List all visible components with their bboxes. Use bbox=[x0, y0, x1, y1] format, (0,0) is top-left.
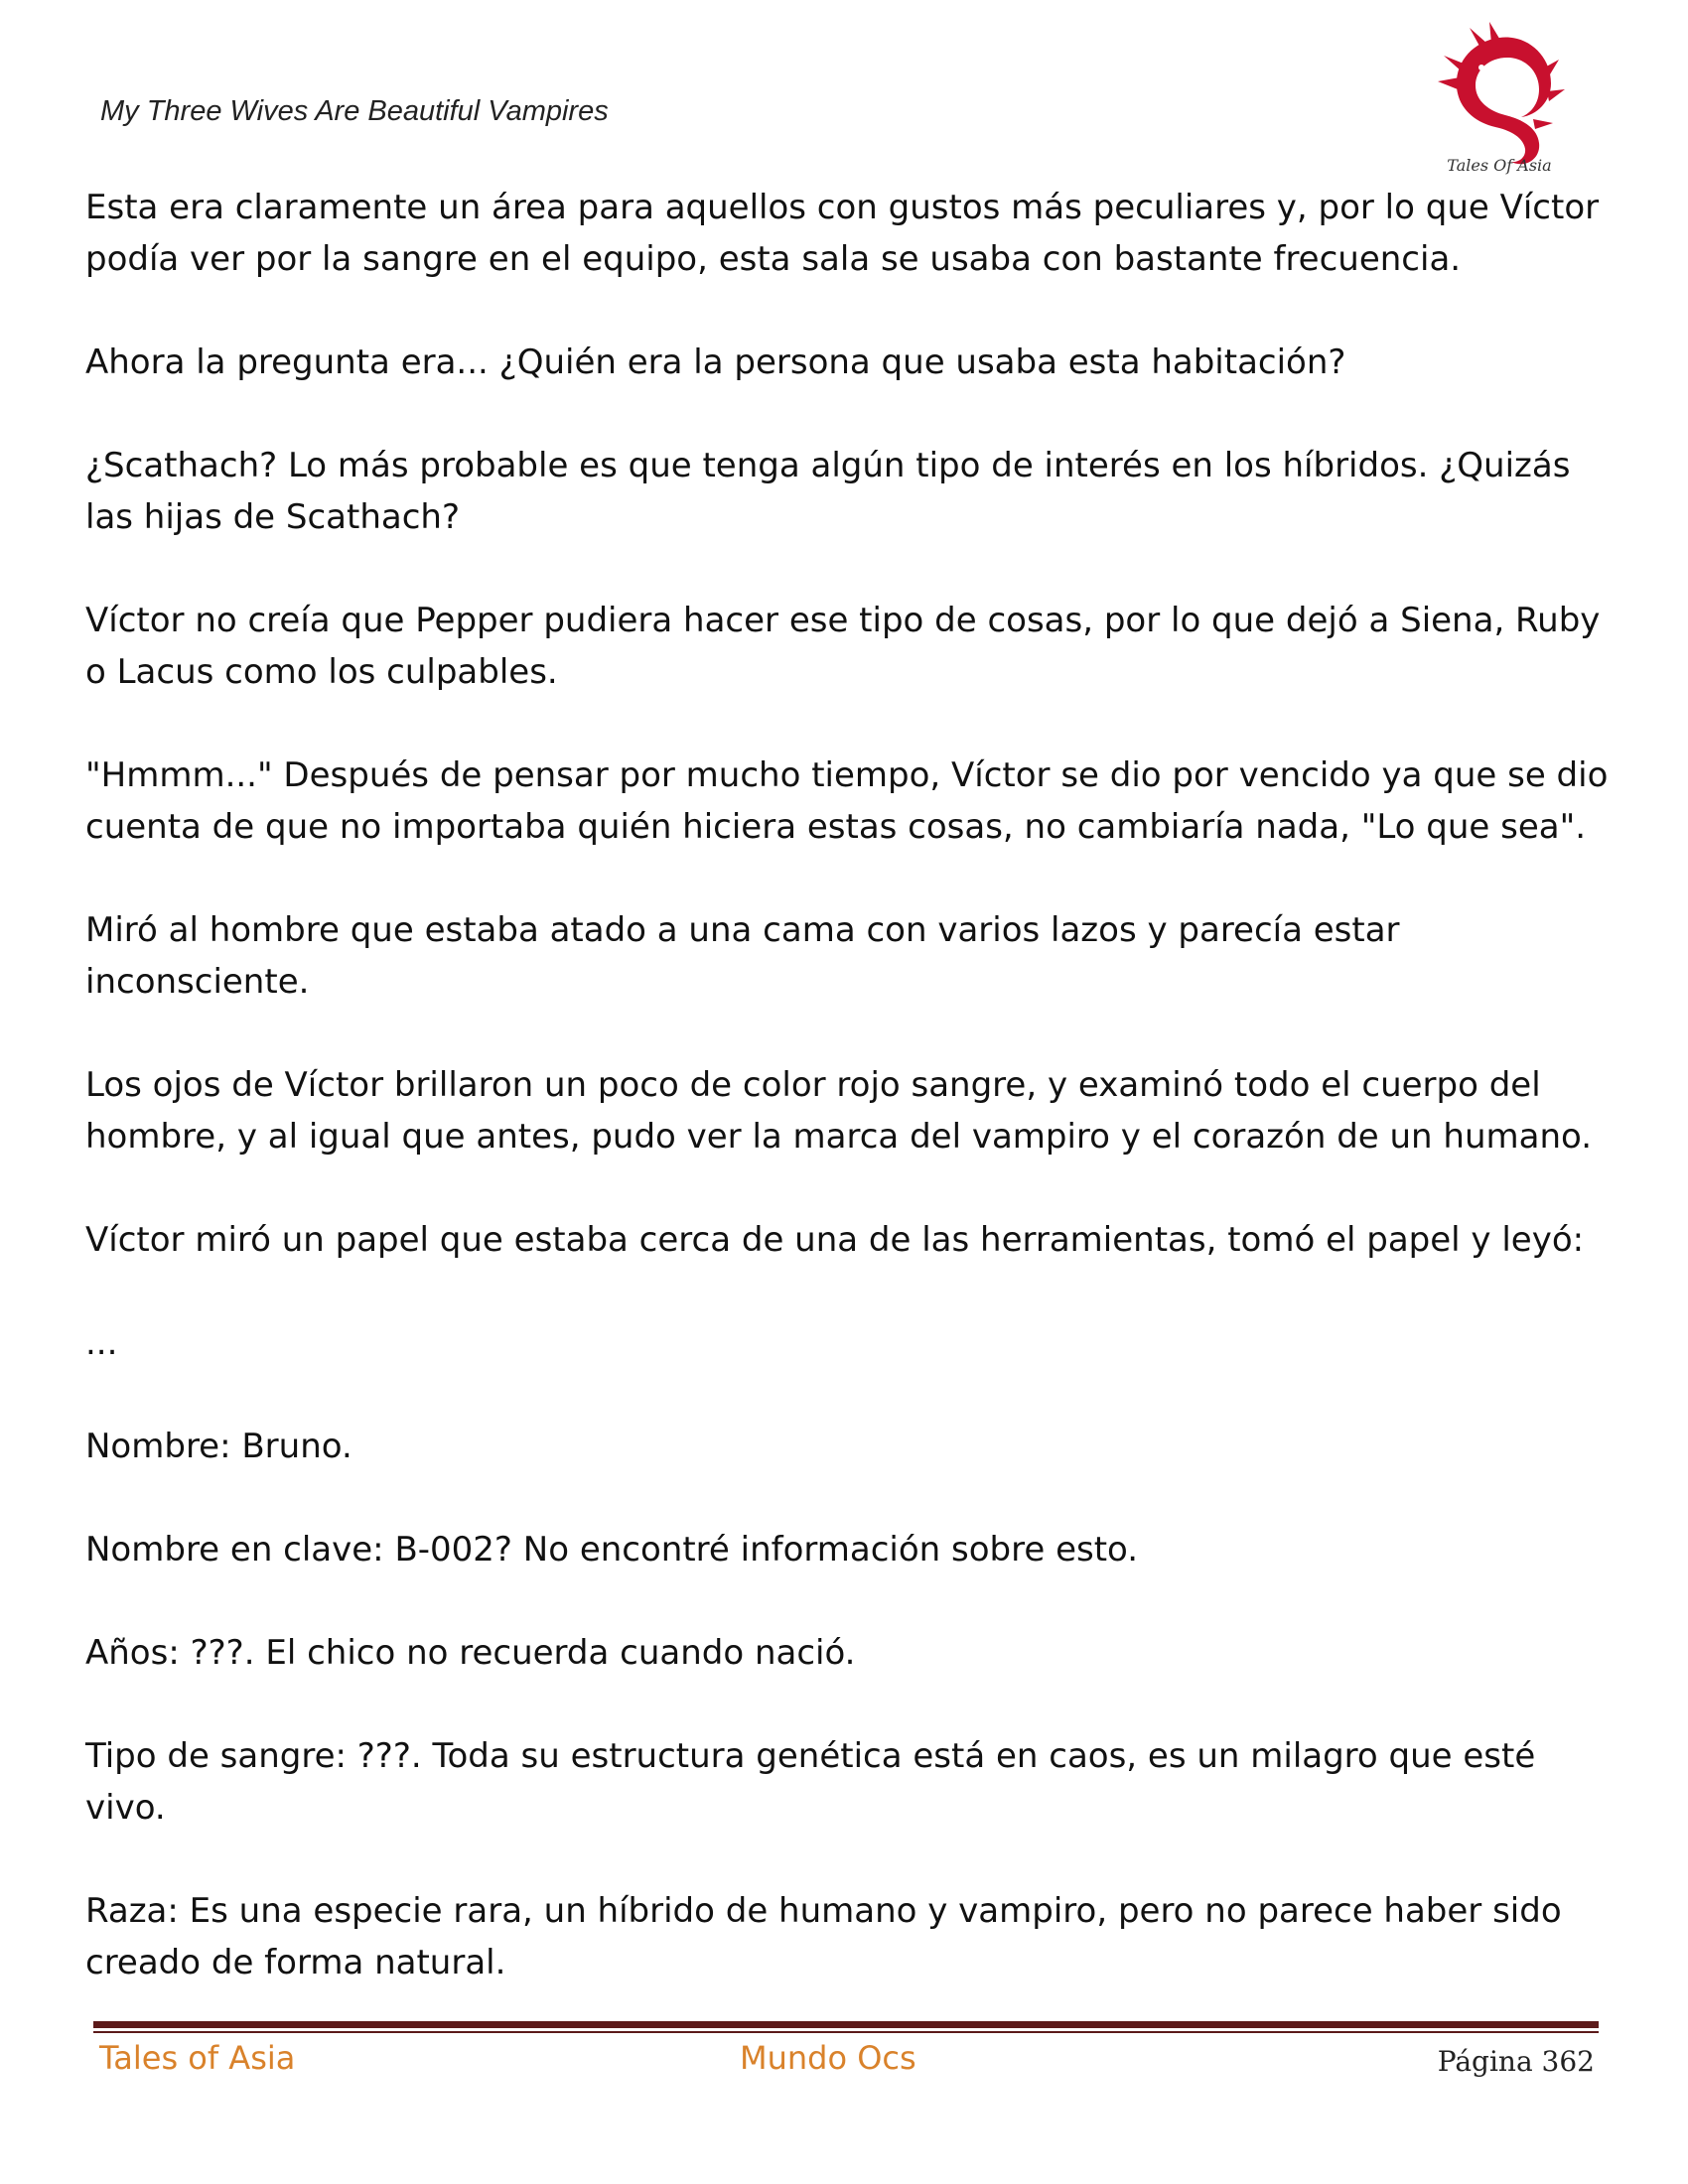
body-paragraph: ¿Scathach? Lo más probable es que tenga algún tipo de interés en los híbridos. ¿Quizás las hijas de Scathach? bbox=[85, 446, 1571, 537]
body-paragraph: Nombre en clave: B-002? No encontré información sobre esto. bbox=[85, 1530, 1139, 1570]
body-paragraph: Tipo de sangre: ???. Toda su estructura genética está en caos, es un milagro que esté vivo. bbox=[85, 1736, 1536, 1828]
body-paragraph: Raza: Es una especie rara, un híbrido de humano y vampiro, pero no parece haber sido creado de forma natural. bbox=[85, 1891, 1562, 1982]
footer-page-number: Página 362 bbox=[1437, 2045, 1595, 2078]
body-paragraph: Víctor miró un papel que estaba cerca de una de las herramientas, tomó el papel y leyó: bbox=[85, 1220, 1585, 1260]
footer-divider-thin bbox=[93, 2031, 1599, 2033]
document-header-title: My Three Wives Are Beautiful Vampires bbox=[100, 95, 609, 127]
chapter-body bbox=[85, 182, 1615, 1988]
body-paragraph: Esta era claramente un área para aquellos con gustos más peculiares y, por lo que Víctor podía ver por la sangre en el equipo, esta sala se usaba con bastante frecuencia. bbox=[85, 188, 1600, 279]
body-paragraph: Víctor no creía que Pepper pudiera hacer ese tipo de cosas, por lo que dejó a Siena, Ruby o Lacus como los culpables. bbox=[85, 601, 1601, 692]
footer-divider-thick bbox=[93, 2021, 1599, 2028]
footer-section-name: Mundo Ocs bbox=[740, 2039, 916, 2077]
footer-site-name: Tales of Asia bbox=[99, 2039, 296, 2077]
body-paragraph: Nombre: Bruno. bbox=[85, 1427, 352, 1466]
ellipsis-separator: ... bbox=[85, 1323, 118, 1363]
body-paragraph: Ahora la pregunta era... ¿Quién era la persona que usaba esta habitación? bbox=[85, 342, 1346, 382]
red-dragon-icon bbox=[1430, 20, 1569, 179]
body-paragraph: "Hmmm..." Después de pensar por mucho tiempo, Víctor se dio por vencido ya que se dio cuenta de que no importaba quién hiciera estas cosas, no cambiaría nada, "Lo que sea". bbox=[85, 755, 1609, 847]
svg-text:Tales Of Asia: Tales Of Asia bbox=[1447, 156, 1552, 175]
body-paragraph: Miró al hombre que estaba atado a una cama con varios lazos y parecía estar inconsciente. bbox=[85, 910, 1400, 1002]
body-paragraph: Años: ???. El chico no recuerda cuando nació. bbox=[85, 1633, 856, 1673]
body-paragraph: Los ojos de Víctor brillaron un poco de color rojo sangre, y examinó todo el cuerpo del hombre, y al igual que antes, pudo ver la marca del vampiro y el corazón de un humano. bbox=[85, 1065, 1593, 1157]
tales-of-asia-logo bbox=[1430, 20, 1569, 179]
